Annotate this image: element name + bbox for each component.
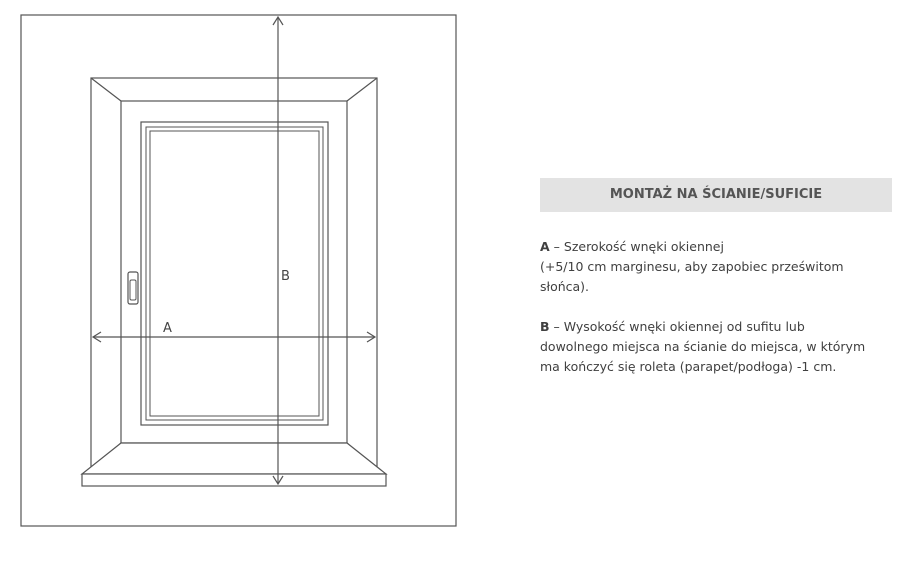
- instruction-a-key: A: [540, 239, 550, 254]
- instruction-b-line2: dowolnego miejsca na ścianie do miejsca, w którym: [540, 339, 866, 354]
- dimension-a-label: A: [163, 321, 172, 336]
- window-sill-top: [82, 443, 386, 474]
- window-handle-grip: [130, 280, 136, 300]
- instruction-a: [540, 237, 892, 297]
- instruction-b-key: B: [540, 319, 550, 334]
- window-sash-outer: [141, 122, 328, 425]
- dimension-b-label: B: [281, 269, 290, 284]
- instruction-a-line3: słońca).: [540, 279, 590, 294]
- instruction-b-line1: – Wysokość wnęki okiennej od sufitu lub: [549, 319, 805, 334]
- instructions-panel: [540, 178, 892, 377]
- instruction-a-line1: – Szerokość wnęki okiennej: [549, 239, 724, 254]
- instruction-a-line2: (+5/10 cm marginesu, aby zapobiec prześwitom: [540, 259, 844, 274]
- instruction-b-line3: ma kończyć się roleta (parapet/podłoga) -1 cm.: [540, 359, 837, 374]
- instruction-b: [540, 317, 892, 377]
- window-sill-front: [82, 474, 386, 486]
- panel-heading: MONTAŻ NA ŚCIANIE/SUFICIE: [540, 178, 892, 212]
